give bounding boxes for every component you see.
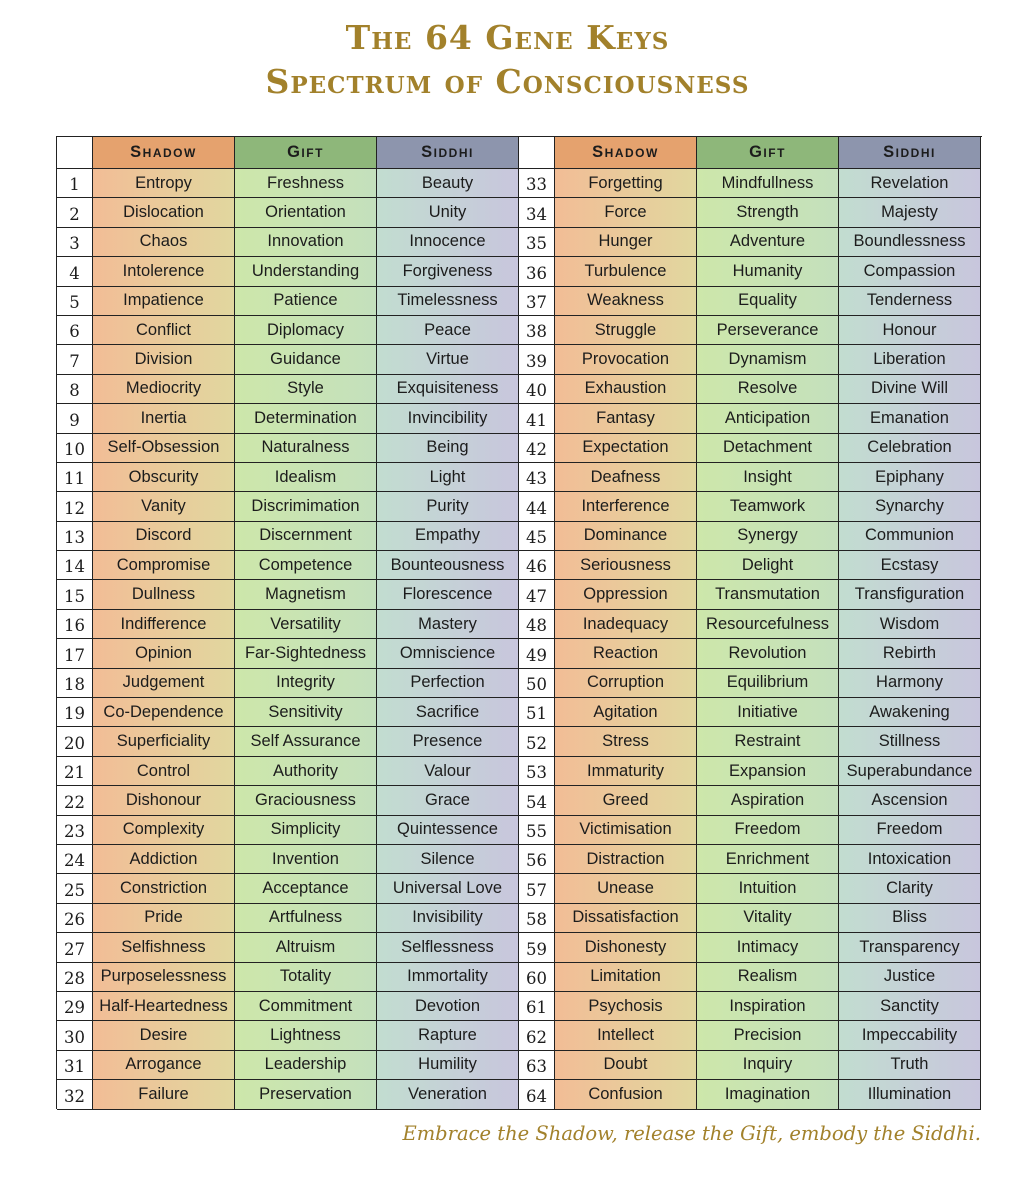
siddhi-cell: Empathy	[377, 522, 519, 551]
shadow-cell: Turbulence	[555, 257, 697, 286]
gift-cell: Totality	[235, 963, 377, 992]
key-number: 43	[519, 463, 555, 492]
gift-cell: Revolution	[697, 639, 839, 668]
shadow-cell: Desire	[93, 1021, 235, 1050]
shadow-cell: Selfishness	[93, 933, 235, 962]
siddhi-cell: Synarchy	[839, 492, 981, 521]
siddhi-cell: Communion	[839, 522, 981, 551]
siddhi-cell: Rapture	[377, 1021, 519, 1050]
shadow-cell: Discord	[93, 522, 235, 551]
gift-cell: Intimacy	[697, 933, 839, 962]
siddhi-cell: Peace	[377, 316, 519, 345]
shadow-cell: Immaturity	[555, 757, 697, 786]
gift-cell: Imagination	[697, 1080, 839, 1109]
gift-cell: Idealism	[235, 463, 377, 492]
gift-cell: Authority	[235, 757, 377, 786]
gift-cell: Magnetism	[235, 580, 377, 609]
gift-cell: Perseverance	[697, 316, 839, 345]
key-number: 17	[57, 639, 93, 668]
siddhi-cell: Invincibility	[377, 404, 519, 433]
gift-cell: Naturalness	[235, 434, 377, 463]
gift-cell: Resolve	[697, 375, 839, 404]
siddhi-cell: Mastery	[377, 610, 519, 639]
key-number: 35	[519, 228, 555, 257]
key-number: 40	[519, 375, 555, 404]
key-number: 27	[57, 933, 93, 962]
key-number: 46	[519, 551, 555, 580]
shadow-cell: Expectation	[555, 434, 697, 463]
gift-cell: Mindfullness	[697, 169, 839, 198]
shadow-cell: Co-Dependence	[93, 698, 235, 727]
shadow-cell: Opinion	[93, 639, 235, 668]
key-number: 57	[519, 874, 555, 903]
shadow-cell: Inertia	[93, 404, 235, 433]
key-number: 7	[57, 345, 93, 374]
siddhi-cell: Superabundance	[839, 757, 981, 786]
shadow-cell: Half-Heartedness	[93, 992, 235, 1021]
key-number: 28	[57, 963, 93, 992]
gene-keys-table	[56, 136, 982, 1109]
shadow-cell: Vanity	[93, 492, 235, 521]
shadow-cell: Psychosis	[555, 992, 697, 1021]
key-number: 64	[519, 1080, 555, 1109]
gift-cell: Teamwork	[697, 492, 839, 521]
gift-cell: Equilibrium	[697, 669, 839, 698]
gift-cell: Innovation	[235, 228, 377, 257]
siddhi-cell: Florescence	[377, 580, 519, 609]
header-number-blank	[57, 137, 93, 169]
key-number: 8	[57, 375, 93, 404]
shadow-cell: Indifference	[93, 610, 235, 639]
siddhi-cell: Liberation	[839, 345, 981, 374]
key-number: 5	[57, 287, 93, 316]
shadow-cell: Stress	[555, 727, 697, 756]
gift-cell: Commitment	[235, 992, 377, 1021]
key-number: 60	[519, 963, 555, 992]
shadow-cell: Dominance	[555, 522, 697, 551]
shadow-cell: Corruption	[555, 669, 697, 698]
shadow-cell: Unease	[555, 874, 697, 903]
siddhi-cell: Celebration	[839, 434, 981, 463]
gift-cell: Versatility	[235, 610, 377, 639]
gift-cell: Simplicity	[235, 816, 377, 845]
key-number: 20	[57, 727, 93, 756]
gift-cell: Insight	[697, 463, 839, 492]
gift-cell: Vitality	[697, 904, 839, 933]
header-shadow: Shadow	[555, 137, 697, 169]
key-number: 47	[519, 580, 555, 609]
shadow-cell: Dishonour	[93, 786, 235, 815]
gift-cell: Detachment	[697, 434, 839, 463]
key-number: 52	[519, 727, 555, 756]
key-number: 2	[57, 198, 93, 227]
siddhi-cell: Boundlessness	[839, 228, 981, 257]
gift-cell: Expansion	[697, 757, 839, 786]
key-number: 48	[519, 610, 555, 639]
gift-cell: Altruism	[235, 933, 377, 962]
key-number: 19	[57, 698, 93, 727]
shadow-cell: Interference	[555, 492, 697, 521]
gift-cell: Synergy	[697, 522, 839, 551]
shadow-cell: Weakness	[555, 287, 697, 316]
shadow-cell: Compromise	[93, 551, 235, 580]
header-gift: Gift	[697, 137, 839, 169]
gift-cell: Preservation	[235, 1080, 377, 1109]
siddhi-cell: Impeccability	[839, 1021, 981, 1050]
key-number: 41	[519, 404, 555, 433]
key-number: 61	[519, 992, 555, 1021]
siddhi-cell: Invisibility	[377, 904, 519, 933]
siddhi-cell: Ecstasy	[839, 551, 981, 580]
shadow-cell: Inadequacy	[555, 610, 697, 639]
key-number: 37	[519, 287, 555, 316]
shadow-cell: Arrogance	[93, 1051, 235, 1080]
siddhi-cell: Divine Will	[839, 375, 981, 404]
key-number: 32	[57, 1080, 93, 1109]
siddhi-cell: Freedom	[839, 816, 981, 845]
key-number: 6	[57, 316, 93, 345]
gift-cell: Equality	[697, 287, 839, 316]
siddhi-cell: Stillness	[839, 727, 981, 756]
gift-cell: Determination	[235, 404, 377, 433]
shadow-cell: Greed	[555, 786, 697, 815]
gift-cell: Graciousness	[235, 786, 377, 815]
siddhi-cell: Awakening	[839, 698, 981, 727]
siddhi-cell: Emanation	[839, 404, 981, 433]
shadow-cell: Hunger	[555, 228, 697, 257]
siddhi-cell: Beauty	[377, 169, 519, 198]
gift-cell: Sensitivity	[235, 698, 377, 727]
gift-cell: Precision	[697, 1021, 839, 1050]
siddhi-cell: Intoxication	[839, 845, 981, 874]
shadow-cell: Confusion	[555, 1080, 697, 1109]
gift-cell: Anticipation	[697, 404, 839, 433]
shadow-cell: Judgement	[93, 669, 235, 698]
shadow-cell: Provocation	[555, 345, 697, 374]
shadow-cell: Dishonesty	[555, 933, 697, 962]
siddhi-cell: Being	[377, 434, 519, 463]
gift-cell: Self Assurance	[235, 727, 377, 756]
siddhi-cell: Perfection	[377, 669, 519, 698]
shadow-cell: Fantasy	[555, 404, 697, 433]
siddhi-cell: Light	[377, 463, 519, 492]
gift-cell: Competence	[235, 551, 377, 580]
tagline: Embrace the Shadow, release the Gift, embody the Siddhi.	[402, 1122, 981, 1145]
siddhi-cell: Revelation	[839, 169, 981, 198]
gift-cell: Leadership	[235, 1051, 377, 1080]
header-siddhi: Siddhi	[377, 137, 519, 169]
siddhi-cell: Rebirth	[839, 639, 981, 668]
siddhi-cell: Selflessness	[377, 933, 519, 962]
siddhi-cell: Silence	[377, 845, 519, 874]
siddhi-cell: Devotion	[377, 992, 519, 1021]
shadow-cell: Force	[555, 198, 697, 227]
siddhi-cell: Majesty	[839, 198, 981, 227]
shadow-cell: Dullness	[93, 580, 235, 609]
gift-cell: Enrichment	[697, 845, 839, 874]
key-number: 14	[57, 551, 93, 580]
siddhi-cell: Forgiveness	[377, 257, 519, 286]
shadow-cell: Division	[93, 345, 235, 374]
siddhi-cell: Transparency	[839, 933, 981, 962]
gift-cell: Dynamism	[697, 345, 839, 374]
gift-cell: Inspiration	[697, 992, 839, 1021]
key-number: 39	[519, 345, 555, 374]
siddhi-cell: Innocence	[377, 228, 519, 257]
siddhi-cell: Grace	[377, 786, 519, 815]
shadow-cell: Complexity	[93, 816, 235, 845]
siddhi-cell: Humility	[377, 1051, 519, 1080]
gift-cell: Freshness	[235, 169, 377, 198]
shadow-cell: Deafness	[555, 463, 697, 492]
key-number: 42	[519, 434, 555, 463]
key-number: 12	[57, 492, 93, 521]
shadow-cell: Intellect	[555, 1021, 697, 1050]
shadow-cell: Intolerence	[93, 257, 235, 286]
shadow-cell: Seriousness	[555, 551, 697, 580]
gift-cell: Discernment	[235, 522, 377, 551]
key-number: 11	[57, 463, 93, 492]
key-number: 13	[57, 522, 93, 551]
key-number: 45	[519, 522, 555, 551]
siddhi-cell: Quintessence	[377, 816, 519, 845]
shadow-cell: Impatience	[93, 287, 235, 316]
gift-cell: Delight	[697, 551, 839, 580]
key-number: 56	[519, 845, 555, 874]
key-number: 3	[57, 228, 93, 257]
gift-cell: Patience	[235, 287, 377, 316]
header-gift: Gift	[235, 137, 377, 169]
key-number: 51	[519, 698, 555, 727]
gift-cell: Transmutation	[697, 580, 839, 609]
siddhi-cell: Compassion	[839, 257, 981, 286]
gift-cell: Strength	[697, 198, 839, 227]
siddhi-cell: Purity	[377, 492, 519, 521]
key-number: 54	[519, 786, 555, 815]
siddhi-cell: Bliss	[839, 904, 981, 933]
gift-cell: Guidance	[235, 345, 377, 374]
siddhi-cell: Exquisiteness	[377, 375, 519, 404]
shadow-cell: Agitation	[555, 698, 697, 727]
header-number-blank	[519, 137, 555, 169]
gift-cell: Adventure	[697, 228, 839, 257]
shadow-cell: Victimisation	[555, 816, 697, 845]
shadow-cell: Struggle	[555, 316, 697, 345]
siddhi-cell: Omniscience	[377, 639, 519, 668]
gift-cell: Restraint	[697, 727, 839, 756]
gift-cell: Understanding	[235, 257, 377, 286]
gift-cell: Inquiry	[697, 1051, 839, 1080]
siddhi-cell: Honour	[839, 316, 981, 345]
siddhi-cell: Sanctity	[839, 992, 981, 1021]
siddhi-cell: Clarity	[839, 874, 981, 903]
gift-cell: Integrity	[235, 669, 377, 698]
gift-cell: Freedom	[697, 816, 839, 845]
shadow-cell: Addiction	[93, 845, 235, 874]
gift-cell: Far-Sightedness	[235, 639, 377, 668]
siddhi-cell: Veneration	[377, 1080, 519, 1109]
siddhi-cell: Bounteousness	[377, 551, 519, 580]
shadow-cell: Forgetting	[555, 169, 697, 198]
key-number: 62	[519, 1021, 555, 1050]
key-number: 22	[57, 786, 93, 815]
key-number: 26	[57, 904, 93, 933]
key-number: 16	[57, 610, 93, 639]
siddhi-cell: Virtue	[377, 345, 519, 374]
gift-cell: Lightness	[235, 1021, 377, 1050]
gift-cell: Aspiration	[697, 786, 839, 815]
gift-cell: Initiative	[697, 698, 839, 727]
key-number: 55	[519, 816, 555, 845]
shadow-cell: Mediocrity	[93, 375, 235, 404]
gift-cell: Discrimimation	[235, 492, 377, 521]
siddhi-cell: Epiphany	[839, 463, 981, 492]
siddhi-cell: Unity	[377, 198, 519, 227]
shadow-cell: Purposelessness	[93, 963, 235, 992]
siddhi-cell: Wisdom	[839, 610, 981, 639]
gift-cell: Realism	[697, 963, 839, 992]
key-number: 59	[519, 933, 555, 962]
siddhi-cell: Valour	[377, 757, 519, 786]
shadow-cell: Failure	[93, 1080, 235, 1109]
siddhi-cell: Tenderness	[839, 287, 981, 316]
key-number: 30	[57, 1021, 93, 1050]
shadow-cell: Chaos	[93, 228, 235, 257]
key-number: 4	[57, 257, 93, 286]
siddhi-cell: Harmony	[839, 669, 981, 698]
siddhi-cell: Immortality	[377, 963, 519, 992]
siddhi-cell: Ascension	[839, 786, 981, 815]
shadow-cell: Exhaustion	[555, 375, 697, 404]
siddhi-cell: Justice	[839, 963, 981, 992]
shadow-cell: Distraction	[555, 845, 697, 874]
siddhi-cell: Sacrifice	[377, 698, 519, 727]
key-number: 15	[57, 580, 93, 609]
siddhi-cell: Transfiguration	[839, 580, 981, 609]
key-number: 21	[57, 757, 93, 786]
shadow-cell: Dislocation	[93, 198, 235, 227]
shadow-cell: Entropy	[93, 169, 235, 198]
shadow-cell: Oppression	[555, 580, 697, 609]
key-number: 29	[57, 992, 93, 1021]
gift-cell: Diplomacy	[235, 316, 377, 345]
page-subtitle: Spectrum of Consciousness	[265, 62, 750, 101]
key-number: 24	[57, 845, 93, 874]
gift-cell: Humanity	[697, 257, 839, 286]
key-number: 9	[57, 404, 93, 433]
shadow-cell: Obscurity	[93, 463, 235, 492]
gift-cell: Acceptance	[235, 874, 377, 903]
key-number: 50	[519, 669, 555, 698]
key-number: 49	[519, 639, 555, 668]
shadow-cell: Constriction	[93, 874, 235, 903]
key-number: 38	[519, 316, 555, 345]
key-number: 18	[57, 669, 93, 698]
shadow-cell: Superficiality	[93, 727, 235, 756]
shadow-cell: Limitation	[555, 963, 697, 992]
siddhi-cell: Universal Love	[377, 874, 519, 903]
key-number: 31	[57, 1051, 93, 1080]
header-siddhi: Siddhi	[839, 137, 981, 169]
key-number: 44	[519, 492, 555, 521]
gift-cell: Artfulness	[235, 904, 377, 933]
siddhi-cell: Timelessness	[377, 287, 519, 316]
shadow-cell: Self-Obsession	[93, 434, 235, 463]
key-number: 53	[519, 757, 555, 786]
siddhi-cell: Truth	[839, 1051, 981, 1080]
page-title: The 64 Gene Keys	[345, 18, 670, 57]
gift-cell: Orientation	[235, 198, 377, 227]
key-number: 25	[57, 874, 93, 903]
shadow-cell: Control	[93, 757, 235, 786]
gift-cell: Invention	[235, 845, 377, 874]
shadow-cell: Reaction	[555, 639, 697, 668]
siddhi-cell: Presence	[377, 727, 519, 756]
key-number: 36	[519, 257, 555, 286]
key-number: 33	[519, 169, 555, 198]
key-number: 58	[519, 904, 555, 933]
key-number: 1	[57, 169, 93, 198]
gift-cell: Intuition	[697, 874, 839, 903]
shadow-cell: Conflict	[93, 316, 235, 345]
gift-cell: Resourcefulness	[697, 610, 839, 639]
shadow-cell: Doubt	[555, 1051, 697, 1080]
siddhi-cell: Illumination	[839, 1080, 981, 1109]
shadow-cell: Dissatisfaction	[555, 904, 697, 933]
gift-cell: Style	[235, 375, 377, 404]
shadow-cell: Pride	[93, 904, 235, 933]
key-number: 63	[519, 1051, 555, 1080]
key-number: 34	[519, 198, 555, 227]
header-shadow: Shadow	[93, 137, 235, 169]
key-number: 23	[57, 816, 93, 845]
key-number: 10	[57, 434, 93, 463]
